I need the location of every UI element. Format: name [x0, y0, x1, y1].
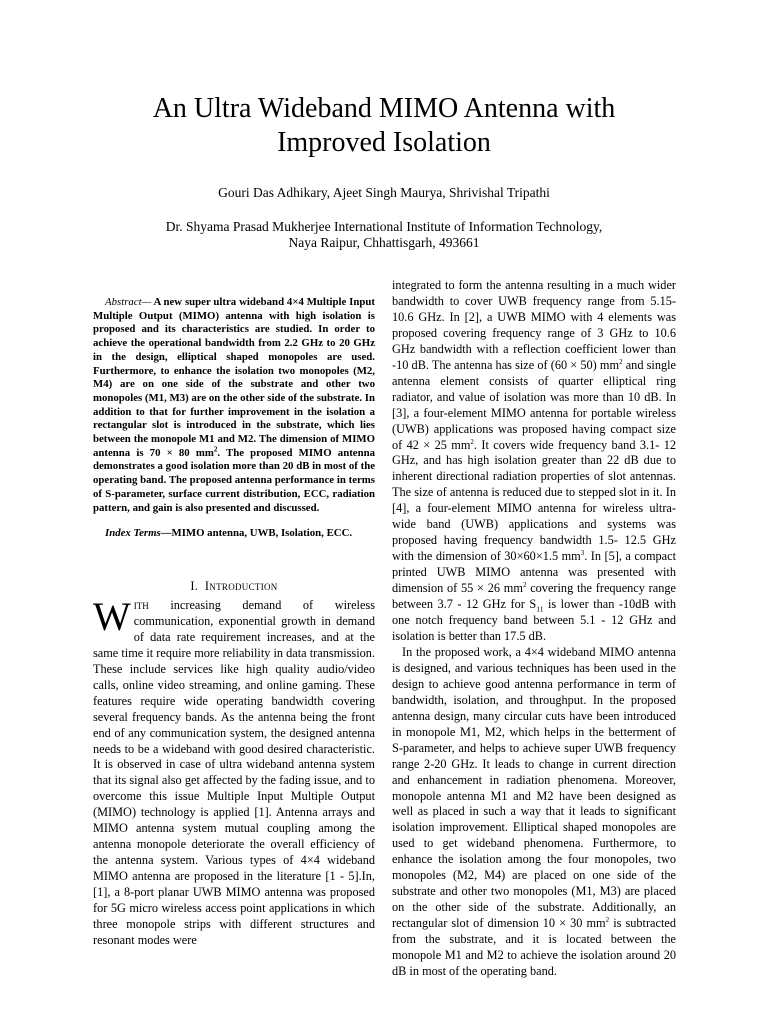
proposed-work-paragraph	[392, 645, 676, 980]
superscript: 2	[619, 357, 623, 366]
superscript: 2	[470, 437, 474, 446]
index-terms-lead: Index Terms—	[105, 527, 172, 540]
affiliation-line-2: Naya Raipur, Chhattisgarh, 493661	[288, 235, 480, 250]
index-terms-text: MIMO antenna, UWB, Isolation, ECC.	[171, 527, 353, 540]
para-text: . In [5], a compact printed UWB MIMO antenna was presented with dimension of 55 × 26 mm	[392, 549, 676, 596]
para-text: is subtracted from the substrate, and it is located between the monopole M1 and M2 to achieve the isolation around 20 dB in most of the operating band.	[392, 916, 676, 978]
title-line-1: An Ultra Wideband MIMO Antenna with	[152, 93, 616, 124]
superscript: 2	[605, 916, 610, 925]
paper-title	[40, 92, 728, 160]
subscript: 11	[536, 604, 544, 614]
abstract-lead: Abstract—	[105, 296, 152, 308]
superscript: 3	[580, 549, 585, 558]
affiliation-line-1: Dr. Shyama Prasad Mukherjee International Institute of Information Technology,	[165, 219, 603, 234]
author-list: Gouri Das Adhikary, Ajeet Singh Maurya, Shrivishal Tripathi	[218, 185, 550, 200]
first-word-rest: ith	[133, 597, 149, 612]
literature-paragraph	[392, 278, 676, 645]
affiliation	[40, 219, 728, 251]
drop-cap: W	[93, 593, 131, 639]
para-text: . It covers wide frequency band 3.1- 12 GHz, and has high isolation greater than 22 dB due to inherent directional radiation properties of slot antennas. The size of antenna is reduced due to stepped slot in it. In [4], a four-element MIMO antenna for wireless ultra-wide band (UWB) applications and systems was proposed having frequency bandwidth 1.5- 12.5 GHz with the dimension of 30×60×1.5 mm	[392, 437, 676, 564]
intro-paragraph	[93, 593, 375, 949]
section-number: I.	[190, 578, 199, 593]
abstract-text-2: . The proposed MIMO antenna demonstrates a good isolation more than 20 dB in most of the operating band. The proposed antenna performance in terms of S-parameter, surface current distribution, ECC, radiation pattern, and gain is also presented and discussed.	[93, 446, 375, 514]
para-text: integrated to form the antenna resulting in a much wider bandwidth to cover UWB frequency range from 5.15-10.6 GHz. In [2], a UWB MIMO with 4 elements was proposed covering frequency range of 3 GHz to 10.6 GHz bandwidth with a reflection coefficient lower than -10 dB. The antenna has size of (60 × 50) mm	[392, 278, 676, 372]
section-heading	[93, 579, 375, 594]
para-text: and single antenna element consists of quarter elliptical ring radiator, and value of isolation was more than 10 dB. In [3], a four-element MIMO antenna for portable wireless (UWB) applications was proposed having compact size of 42 × 25 mm	[392, 357, 676, 452]
para-text: covering the frequency range between 3.7 - 12 GHz for S	[392, 581, 676, 612]
intro-text: increasing demand of wireless communication, exponential growth in demand of data rate requirement increases, and at the same time it require more reliability in data transmission. These include services like high quality audio/video calls, online video streaming, and online gaming. These features require wide operating bandwidth covering several frequency bands. As the antenna being the front end of any communication system, the designed antenna needs to be a wideband with good desired characteristic. It is observed in case of ultra wideband antenna system that its signal also get affected by the fading issue, and to overcome this issue Multiple Input Multiple Output (MIMO) technology is applied [1]. Antenna arrays and MIMO antenna system mutual coupling among the antenna monopole deteriorate the overall efficiency of the antenna system. Various types of 4×4 wideband MIMO antenna are proposed in the literature [1 - 5].In, [1], a 8-port planar UWB MIMO antenna was proposed for 5G micro wireless access point applications in which three monopole strips with different structures and resonant modes were	[93, 597, 375, 947]
right-column	[392, 278, 676, 980]
title-line-2: Improved Isolation	[277, 127, 491, 158]
index-terms	[93, 527, 375, 541]
abstract-text-1: A new super ultra wideband 4×4 Multiple Input Multiple Output (MIMO) antenna with high isolation is proposed and its characteristics are studied. In order to achieve the operational bandwidth from 2.2 GHz to 20 GHz in the design, elliptical shaped monopoles are used. Furthermore, to enhance the isolation two monopoles (M2, M4) are on one side of the substrate and other two monopoles (M1, M3) are on the other side of the substrate. In addition to that for further improvement in the isolation a rectangular slot is introduced in the substrate, which lies between the monopole M1 and M2. The dimension of MIMO antenna is 70 × 80 mm	[93, 296, 375, 459]
section-title: Introduction	[204, 578, 278, 593]
para-text: is lower than -10dB with one notch frequency band between 5.1 - 12 GHz and isolation is better than 17.5 dB.	[392, 597, 676, 643]
abstract	[93, 296, 375, 515]
abstract-sup: 2	[213, 445, 218, 454]
superscript: 2	[522, 581, 527, 590]
left-column	[93, 296, 375, 949]
para-text: In the proposed work, a 4×4 wideband MIMO antenna is designed, and various techniques has been used in the design to achieve good antenna performance in term of bandwidth, isolation, and throughput. In the proposed antenna design, many circular cuts have been introduced in monopole M1, M2, which helps in the betterment of S-parameter, and helps to achieve super UWB frequency range 2-20 GHz. It leads to change in current direction and enhancement in radiation phenomena. Moreover, monopole antenna M1 and M2 have been designed as well as placed in such a way that it leads to significant isolation improvement. Elliptical shaped monopoles are used to get wideband phenomena. Furthermore, to enhance the isolation among the four monopoles, two monopoles (M2, M4) are placed on one side of the substrate and other two monopoles (M1, M3) are placed on the other side of the substrate. Additionally, an rectangular slot of dimension 10 × 30 mm	[392, 644, 676, 931]
